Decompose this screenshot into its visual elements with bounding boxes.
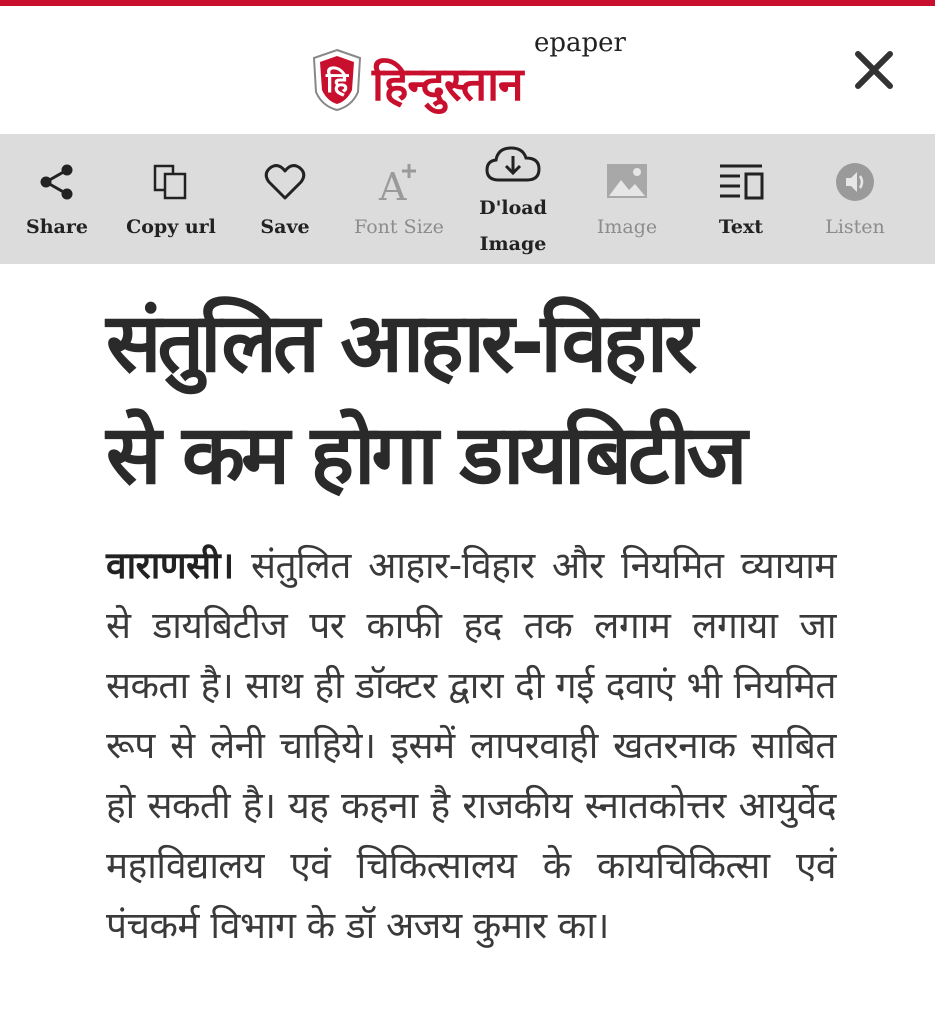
article-headline xyxy=(106,288,846,512)
article-clipping xyxy=(96,264,846,1024)
heart-icon xyxy=(264,162,306,202)
article-body xyxy=(106,536,836,956)
image-view-button[interactable] xyxy=(570,134,684,264)
listen-label: Listen xyxy=(825,216,885,238)
cloud-download-icon xyxy=(483,142,543,186)
image-icon xyxy=(605,162,649,202)
text-view-label: Text xyxy=(718,216,764,238)
app-header xyxy=(0,6,935,134)
text-view-button[interactable] xyxy=(684,134,798,264)
download-image-button[interactable] xyxy=(456,134,570,264)
save-label: Save xyxy=(260,216,310,238)
logo-epaper-text: epaper xyxy=(534,28,626,58)
download-image-label-line1: D'load xyxy=(479,197,547,219)
speaker-icon xyxy=(834,161,876,203)
headline-line-1: संतुलित आहार-विहार xyxy=(106,296,694,391)
listen-button[interactable] xyxy=(798,134,912,264)
headline-line-2: से कम होगा डायबिटीज xyxy=(106,408,744,503)
share-icon xyxy=(37,162,77,202)
close-button[interactable] xyxy=(850,46,898,94)
copy-url-button[interactable] xyxy=(114,134,228,264)
logo-emblem-icon xyxy=(312,48,362,112)
svg-text:A: A xyxy=(379,165,407,204)
article-toolbar xyxy=(0,134,935,264)
article-dateline: वाराणसी। xyxy=(106,544,234,587)
hindustan-logo[interactable] xyxy=(312,28,632,120)
copy-url-label: Copy url xyxy=(126,216,216,238)
copy-icon xyxy=(151,162,191,202)
font-size-label: Font Size xyxy=(354,216,444,238)
download-image-label-line2: Image xyxy=(479,233,547,255)
share-label: Share xyxy=(26,216,88,238)
font-size-icon xyxy=(377,160,421,204)
logo-wordmark: हिन्दुस्तान xyxy=(372,57,523,111)
svg-text:हि: हि xyxy=(325,66,349,99)
close-icon xyxy=(850,46,898,94)
font-size-button[interactable] xyxy=(342,134,456,264)
save-button[interactable] xyxy=(228,134,342,264)
text-icon xyxy=(718,162,764,202)
share-button[interactable] xyxy=(0,134,114,264)
article-body-text: संतुलित आहार-विहार और नियमित व्यायाम से डायबिटीज पर काफी हद तक लगाम लगाया जा सकता है। साथ ही डॉक्टर द्वारा दी गई दवाएं भी नियमित रूप से लेनी चाहिये। इसमें लापरवाही खतरनाक साबित हो सकती है। यह कहना है राजकीय स्नातकोत्तर आयुर्वेद महाविद्यालय एवं चिकित्सालय के कायचिकित्सा एवं पंचकर्म विभाग के डॉ अजय कुमार का। xyxy=(106,544,837,947)
image-view-label: Image xyxy=(596,216,658,238)
